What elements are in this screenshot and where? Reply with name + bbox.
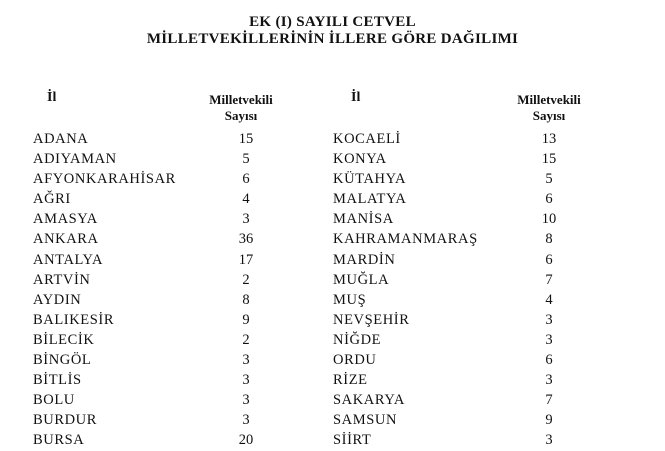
- table-row: [333, 270, 633, 290]
- deputy-count: 15: [541, 151, 557, 168]
- province-name: ARTVİN: [33, 271, 91, 288]
- province-name: ANKARA: [33, 231, 99, 248]
- table-row: [33, 430, 313, 450]
- province-name: KONYA: [333, 151, 387, 168]
- table-row: [33, 129, 313, 149]
- province-name: MANİSA: [333, 211, 394, 228]
- table-row: [333, 390, 633, 410]
- table-row: [333, 290, 633, 310]
- right-header-count-line2: Sayısı: [532, 108, 566, 123]
- table-row: [333, 169, 633, 189]
- province-name: KOCAELİ: [333, 131, 401, 147]
- document-title: [0, 14, 665, 48]
- deputy-count: 3: [242, 352, 250, 369]
- table-row: [33, 370, 313, 390]
- province-name: AĞRI: [33, 191, 71, 208]
- deputy-count: 3: [242, 211, 250, 228]
- province-name: MUĞLA: [333, 271, 390, 288]
- deputy-count: 3: [545, 372, 553, 389]
- province-name: MUŞ: [333, 291, 367, 308]
- deputy-count: 2: [242, 331, 250, 348]
- table-row: [33, 410, 313, 430]
- right-header-il: İl: [351, 90, 361, 105]
- table-row: [33, 209, 313, 229]
- deputy-count: 3: [242, 392, 250, 409]
- table-row: [33, 169, 313, 189]
- deputy-count: 13: [541, 131, 557, 147]
- left-province-list: [33, 129, 313, 451]
- deputy-count: 36: [238, 231, 254, 248]
- left-header-count: [186, 92, 296, 124]
- deputy-count: 6: [242, 171, 250, 188]
- left-header-count-line2: Sayısı: [224, 108, 258, 123]
- table-row: [333, 229, 633, 249]
- deputy-count: 15: [238, 131, 254, 147]
- province-name: ANTALYA: [33, 251, 104, 268]
- deputy-count: 8: [242, 291, 250, 308]
- province-name: BALIKESİR: [33, 311, 115, 328]
- title-line-2: MİLLETVEKİLLERİNİN İLLERE GÖRE DAĞILIMI: [146, 31, 519, 47]
- table-row: [333, 149, 633, 169]
- deputy-count: 6: [545, 352, 553, 369]
- deputy-count: 7: [545, 271, 553, 288]
- province-name: BİTLİS: [33, 372, 82, 389]
- table-row: [33, 290, 313, 310]
- table-row: [333, 410, 633, 430]
- province-name: KÜTAHYA: [333, 171, 407, 188]
- province-name: MALATYA: [333, 191, 407, 208]
- deputy-count: 6: [545, 251, 553, 268]
- table-row: [333, 350, 633, 370]
- right-header-count-line1: Milletvekili: [517, 92, 581, 107]
- table-row: [33, 270, 313, 290]
- province-name: SAKARYA: [333, 392, 405, 409]
- province-name: BURDUR: [33, 412, 98, 429]
- province-name: KAHRAMANMARAŞ: [333, 231, 478, 248]
- deputy-count: 4: [545, 291, 553, 308]
- deputy-count: 6: [545, 191, 553, 208]
- deputy-count: 20: [238, 432, 254, 449]
- table-row: [33, 350, 313, 370]
- deputy-count: 3: [242, 412, 250, 429]
- province-name: BİNGÖL: [33, 352, 92, 369]
- table-row: [33, 229, 313, 249]
- table-row: [33, 250, 313, 270]
- deputy-count: 7: [545, 392, 553, 409]
- province-name: RİZE: [333, 372, 368, 389]
- deputy-count: 8: [545, 231, 553, 248]
- table-row: [333, 310, 633, 330]
- province-name: SAMSUN: [333, 412, 398, 429]
- province-name: SİİRT: [333, 432, 372, 449]
- table-row: [33, 189, 313, 209]
- deputy-count: 3: [545, 311, 553, 328]
- province-name: ORDU: [333, 352, 377, 369]
- right-header-count: [494, 92, 604, 124]
- deputy-count: 9: [242, 311, 250, 328]
- table-row: [33, 330, 313, 350]
- province-name: BİLECİK: [33, 331, 95, 348]
- province-name: MARDİN: [333, 251, 396, 268]
- province-name: NİĞDE: [333, 331, 382, 348]
- table-row: [333, 430, 633, 450]
- province-name: AMASYA: [33, 211, 98, 228]
- table-row: [333, 209, 633, 229]
- right-province-list: [333, 129, 633, 451]
- table-row: [33, 390, 313, 410]
- table-row: [333, 129, 633, 149]
- deputy-count: 17: [238, 251, 254, 268]
- province-name: ADIYAMAN: [33, 151, 117, 168]
- deputy-count: 4: [242, 191, 250, 208]
- deputy-count: 3: [545, 331, 553, 348]
- table-row: [333, 370, 633, 390]
- table-row: [333, 189, 633, 209]
- deputy-count: 10: [541, 211, 557, 228]
- left-header-il: İl: [47, 90, 57, 105]
- deputy-count: 3: [545, 432, 553, 449]
- province-name: AYDIN: [33, 291, 82, 308]
- deputy-count: 2: [242, 271, 250, 288]
- table-row: [33, 149, 313, 169]
- province-name: BOLU: [33, 392, 75, 409]
- deputy-count: 5: [545, 171, 553, 188]
- left-header-count-line1: Milletvekili: [209, 92, 273, 107]
- province-name: BURSA: [33, 432, 85, 449]
- province-name: NEVŞEHİR: [333, 311, 410, 328]
- title-line-1: EK (I) SAYILI CETVEL: [249, 14, 416, 30]
- deputy-count: 5: [242, 151, 250, 168]
- deputy-count: 9: [545, 412, 553, 429]
- table-row: [333, 250, 633, 270]
- table-row: [33, 310, 313, 330]
- province-name: ADANA: [33, 131, 89, 147]
- province-name: AFYONKARAHİSAR: [33, 171, 176, 188]
- table-row: [333, 330, 633, 350]
- deputy-count: 3: [242, 372, 250, 389]
